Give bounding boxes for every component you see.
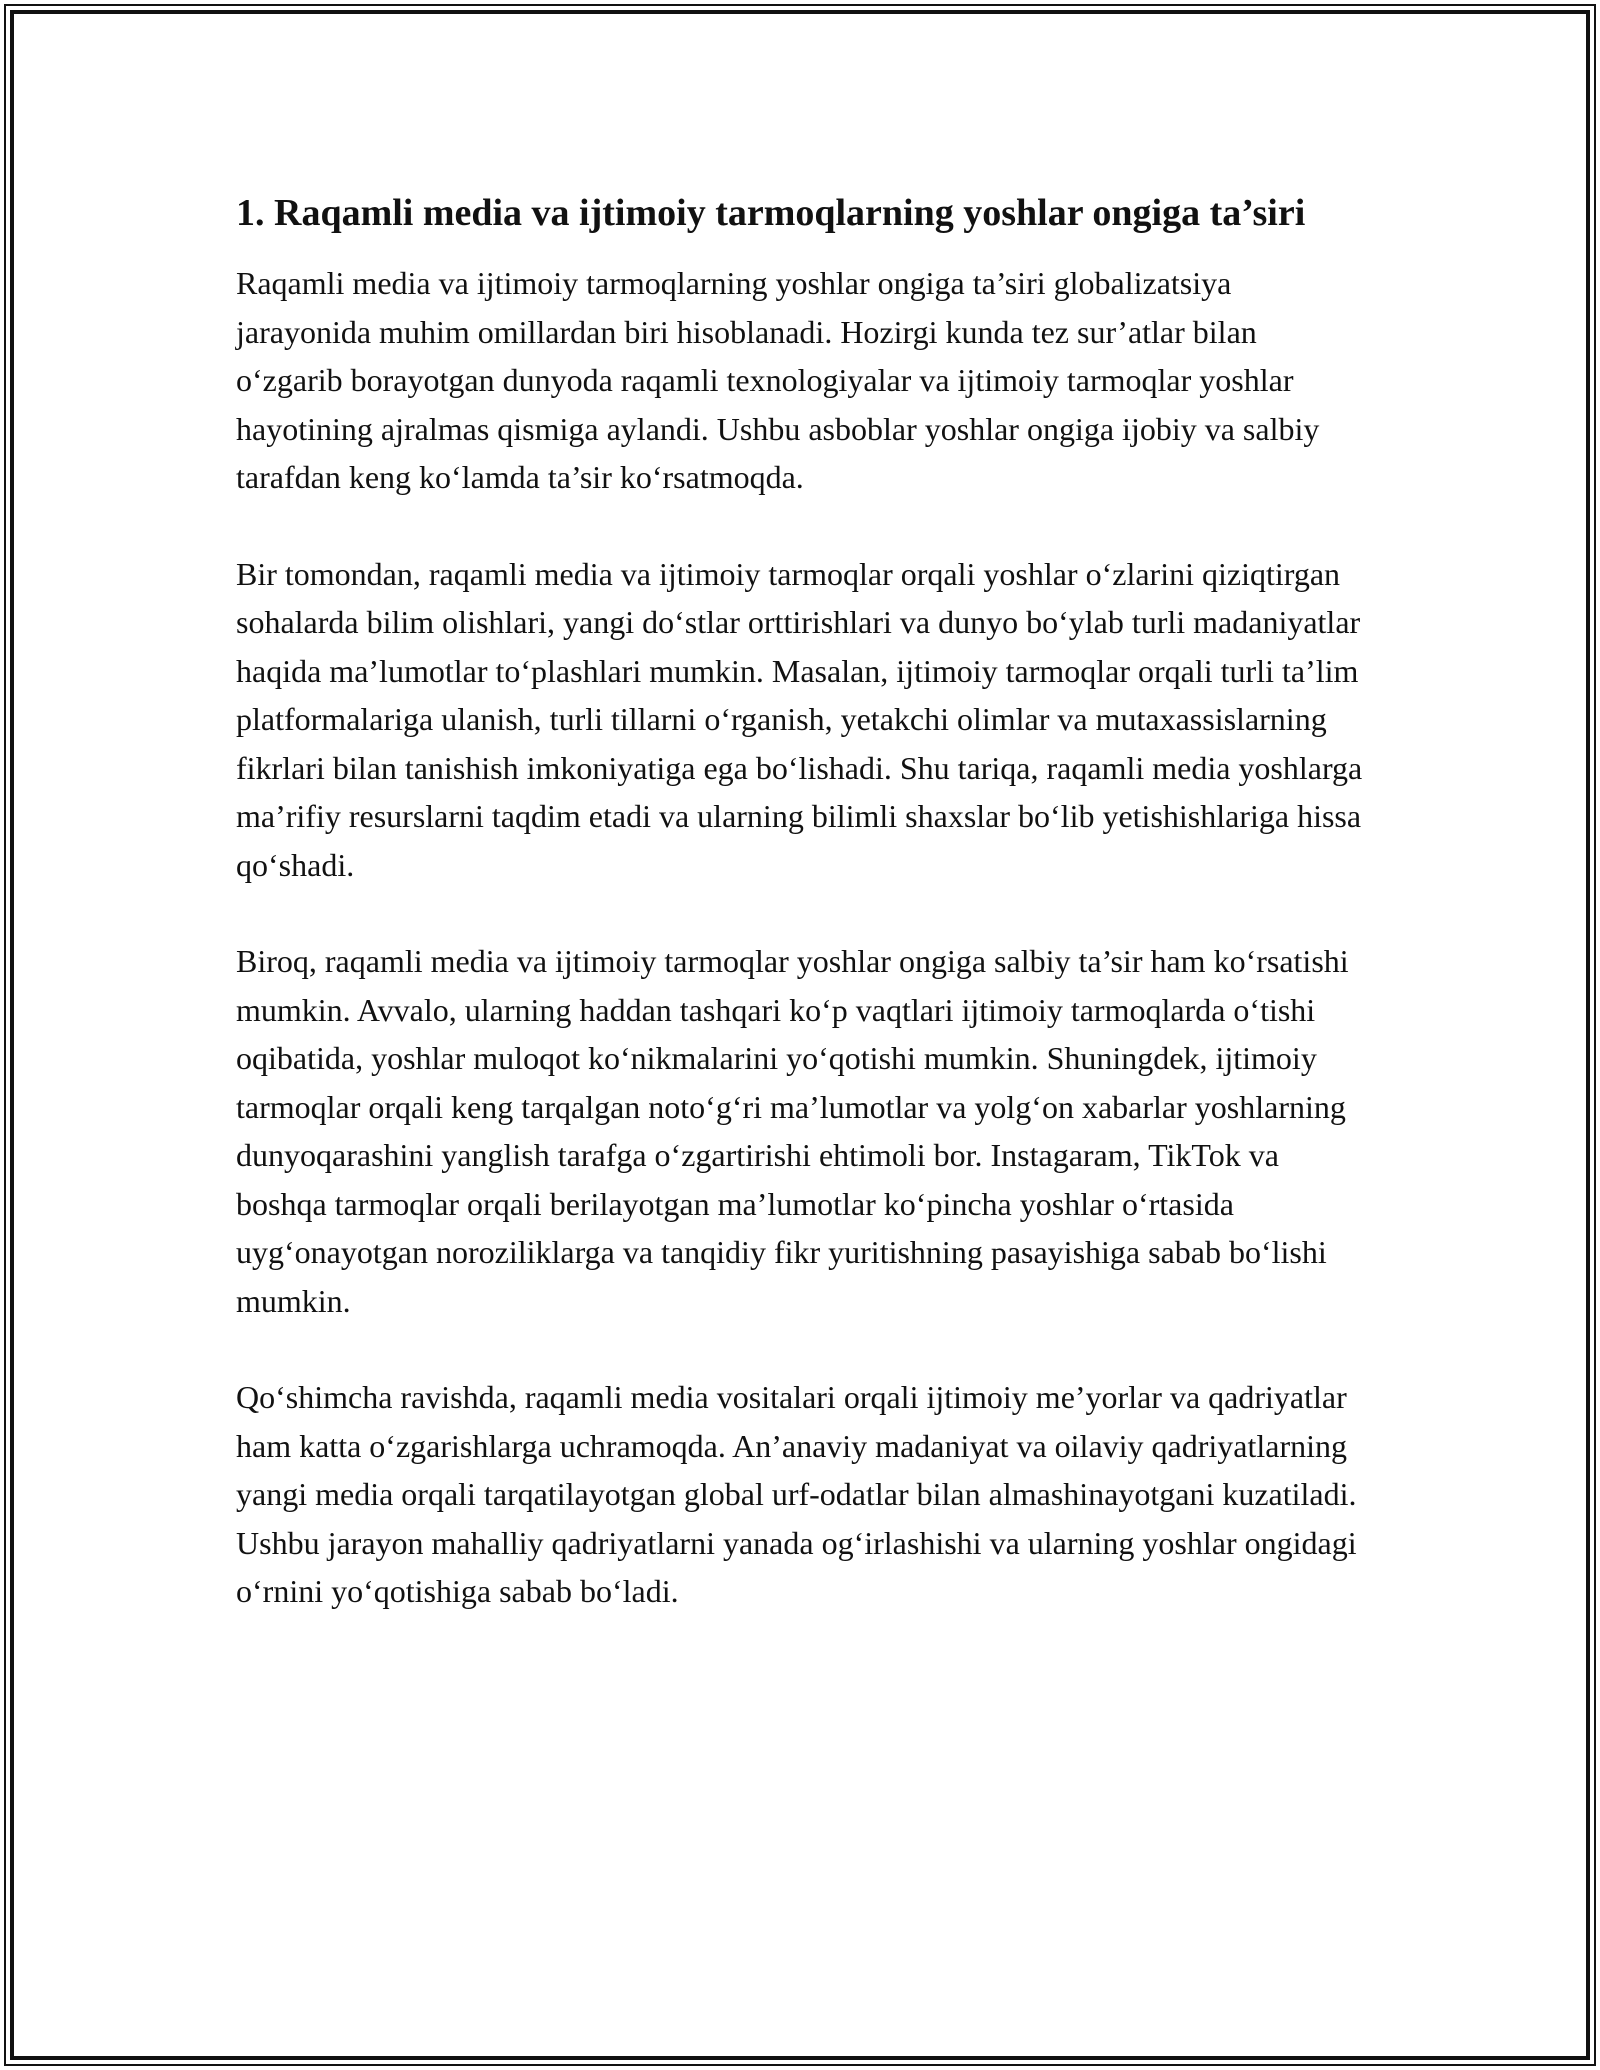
paragraph-3: Biroq, raqamli media va ijtimoiy tarmoqlar yoshlar ongiga salbiy ta’sir ham ko‘rsatishi mumkin. Avvalo, ularning haddan tashqari ko‘p vaqtlari ijtimoiy tarmoqlarda o‘tishi oqibatida, yoshlar muloqot ko‘nikmalarini yo‘qotishi mumkin. Shuningdek, ijtimoiy tarmoqlar orqali keng tarqalgan noto‘g‘ri ma’lumotlar va yolg‘on xabarlar yoshlarning dunyoqarashini yanglish tarafga o‘zgartirishi ehtimoli bor. Instagaram, TikTok va boshqa tarmoqlar orqali berilayotgan ma’lumotlar ko‘pincha yoshlar o‘rtasida uyg‘onayotgan noroziliklarga va tanqidiy fikr yuritishning pasayishiga sabab bo‘lishi mumkin. <box>236 943 1349 1319</box>
paragraph-2: Bir tomondan, raqamli media va ijtimoiy tarmoqlar orqali yoshlar o‘zlarini qiziqtirgan sohalarda bilim olishlari, yangi do‘stlar orttirishlari va dunyo bo‘ylab turli madaniyatlar haqida ma’lumotlar to‘plashlari mumkin. Masalan, ijtimoiy tarmoqlar orqali turli ta’lim platformalariga ulanish, turli tillarni o‘rganish, yetakchi olimlar va mutaxassislarning fikrlari bilan tanishish imkoniyatiga ega bo‘lishadi. Shu tariqa, raqamli media yoshlarga ma’rifiy resurslarni taqdim etadi va ularning bilimli shaxslar bo‘lib yetishishlariga hissa qo‘shadi. <box>236 555 1363 883</box>
paragraph-4: Qo‘shimcha ravishda, raqamli media vositalari orqali ijtimoiy me’yorlar va qadriyatlar ham katta o‘zgarishlarga uchramoqda. An’anaviy madaniyat va oilaviy qadriyatlarning yangi media orqali tarqatilayotgan global urf-odatlar bilan almashinayotgani kuzatiladi. Ushbu jarayon mahalliy qadriyatlarni yanada og‘irlashishi va ularning yoshlar ongidagi o‘rnini yo‘qotishiga sabab bo‘ladi. <box>236 1379 1357 1609</box>
section-heading: 1. Raqamli media va ijtimoiy tarmoqlarning yoshlar ongiga ta’siri <box>236 192 1306 234</box>
document-body <box>236 186 1364 1616</box>
paragraph-1: Raqamli media va ijtimoiy tarmoqlarning yoshlar ongiga ta’siri globalizatsiya jarayonida muhim omillardan biri hisoblanadi. Hozirgi kunda tez sur’atlar bilan o‘zgarib borayotgan dunyoda raqamli texnologiyalar va ijtimoiy tarmoqlar yoshlar hayotining ajralmas qismiga aylandi. Ushbu asboblar yoshlar ongiga ijobiy va salbiy tarafdan keng ko‘lamda ta’sir ko‘rsatmoqda. <box>236 265 1320 495</box>
